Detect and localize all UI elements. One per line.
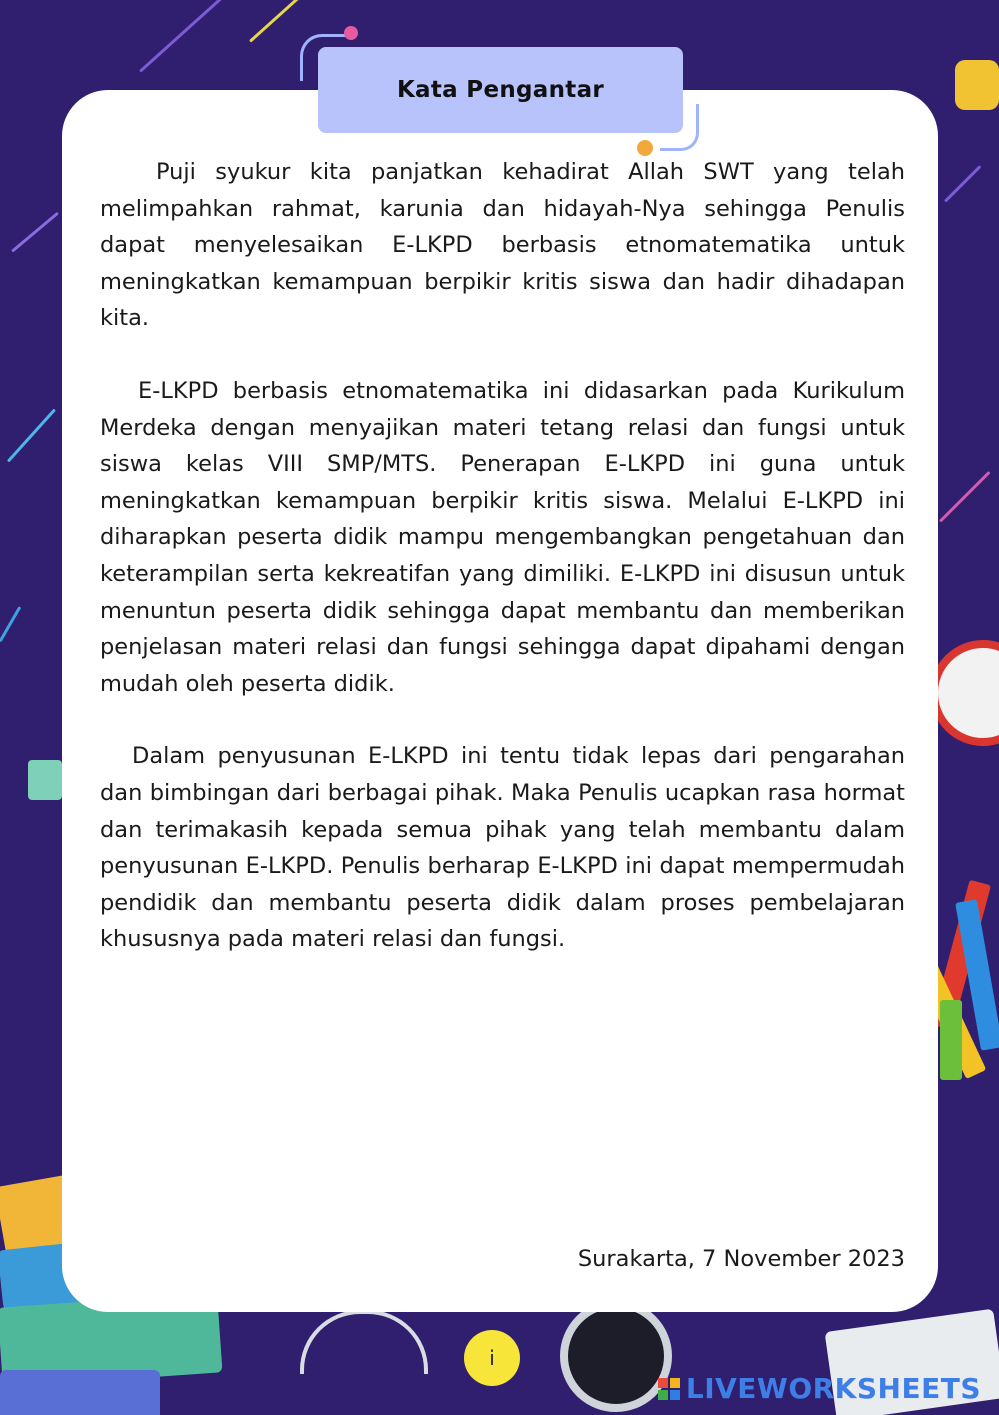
- page-title: Kata Pengantar: [318, 47, 683, 133]
- foreword-body: [100, 154, 905, 994]
- magnifier-icon: [560, 1300, 672, 1412]
- light-streak: [944, 165, 981, 202]
- watermark: [658, 1372, 981, 1405]
- book-icon: [0, 1370, 160, 1415]
- alarm-clock-icon: [930, 640, 999, 746]
- pencil-icon: [940, 1000, 962, 1080]
- paragraph: Puji syukur kita panjatkan kehadirat Allah SWT yang telah melimpahkan rahmat, karunia dan hidayah-Nya sehingga Penulis dapat menyelesaikan E-LKPD berbasis etnomatematika untuk meningkatkan kemampuan berpikir kritis siswa dan hadir dihadapan kita.: [100, 159, 905, 332]
- protractor-icon: [300, 1310, 428, 1374]
- set-square-icon: [28, 760, 62, 800]
- signature-place-date: Surakarta, 7 November 2023: [577, 1246, 905, 1272]
- light-streak: [7, 408, 56, 462]
- light-streak: [0, 606, 21, 642]
- light-streak: [939, 471, 991, 523]
- paragraph: E-LKPD berbasis etnomatematika ini didasarkan pada Kurikulum Merdeka dengan menyajikan materi tetang relasi dan fungsi untuk siswa kelas VIII SMP/MTS. Penerapan E-LKPD ini guna untuk meningkatkan kemampuan berpikir kritis siswa. Melalui E-LKPD ini diharapkan peserta didik mampu mengembangkan pengetahuan dan keterampilan serta kekreatifan yang dimiliki. E-LKPD ini disusun untuk menuntun peserta didik sehingga dapat membantu dan memberikan penjelasan materi relasi dan fungsi sehingga dapat dipahami dengan mudah oleh peserta didik.: [100, 377, 905, 697]
- liveworksheets-logo-icon: [658, 1378, 680, 1400]
- yellow-key-icon: [955, 60, 999, 110]
- tab-decoration-dot: [344, 26, 358, 40]
- page-number-badge: i: [464, 1330, 520, 1386]
- paragraph: Dalam penyusunan E-LKPD ini tentu tidak lepas dari pengarahan dan bimbingan dari berbagai pihak. Maka Penulis ucapkan rasa hormat dan terimakasih kepada semua pihak yang telah membantu dalam penyusunan E-LKPD. Penulis berharap E-LKPD ini dapat mempermudah pendidik dan membantu peserta didik dalam proses pembelajaran khususnya pada materi relasi dan fungsi.: [100, 743, 905, 953]
- light-streak: [139, 0, 260, 73]
- watermark-text: LIVEWORKSHEETS: [685, 1372, 981, 1405]
- light-streak: [11, 212, 59, 253]
